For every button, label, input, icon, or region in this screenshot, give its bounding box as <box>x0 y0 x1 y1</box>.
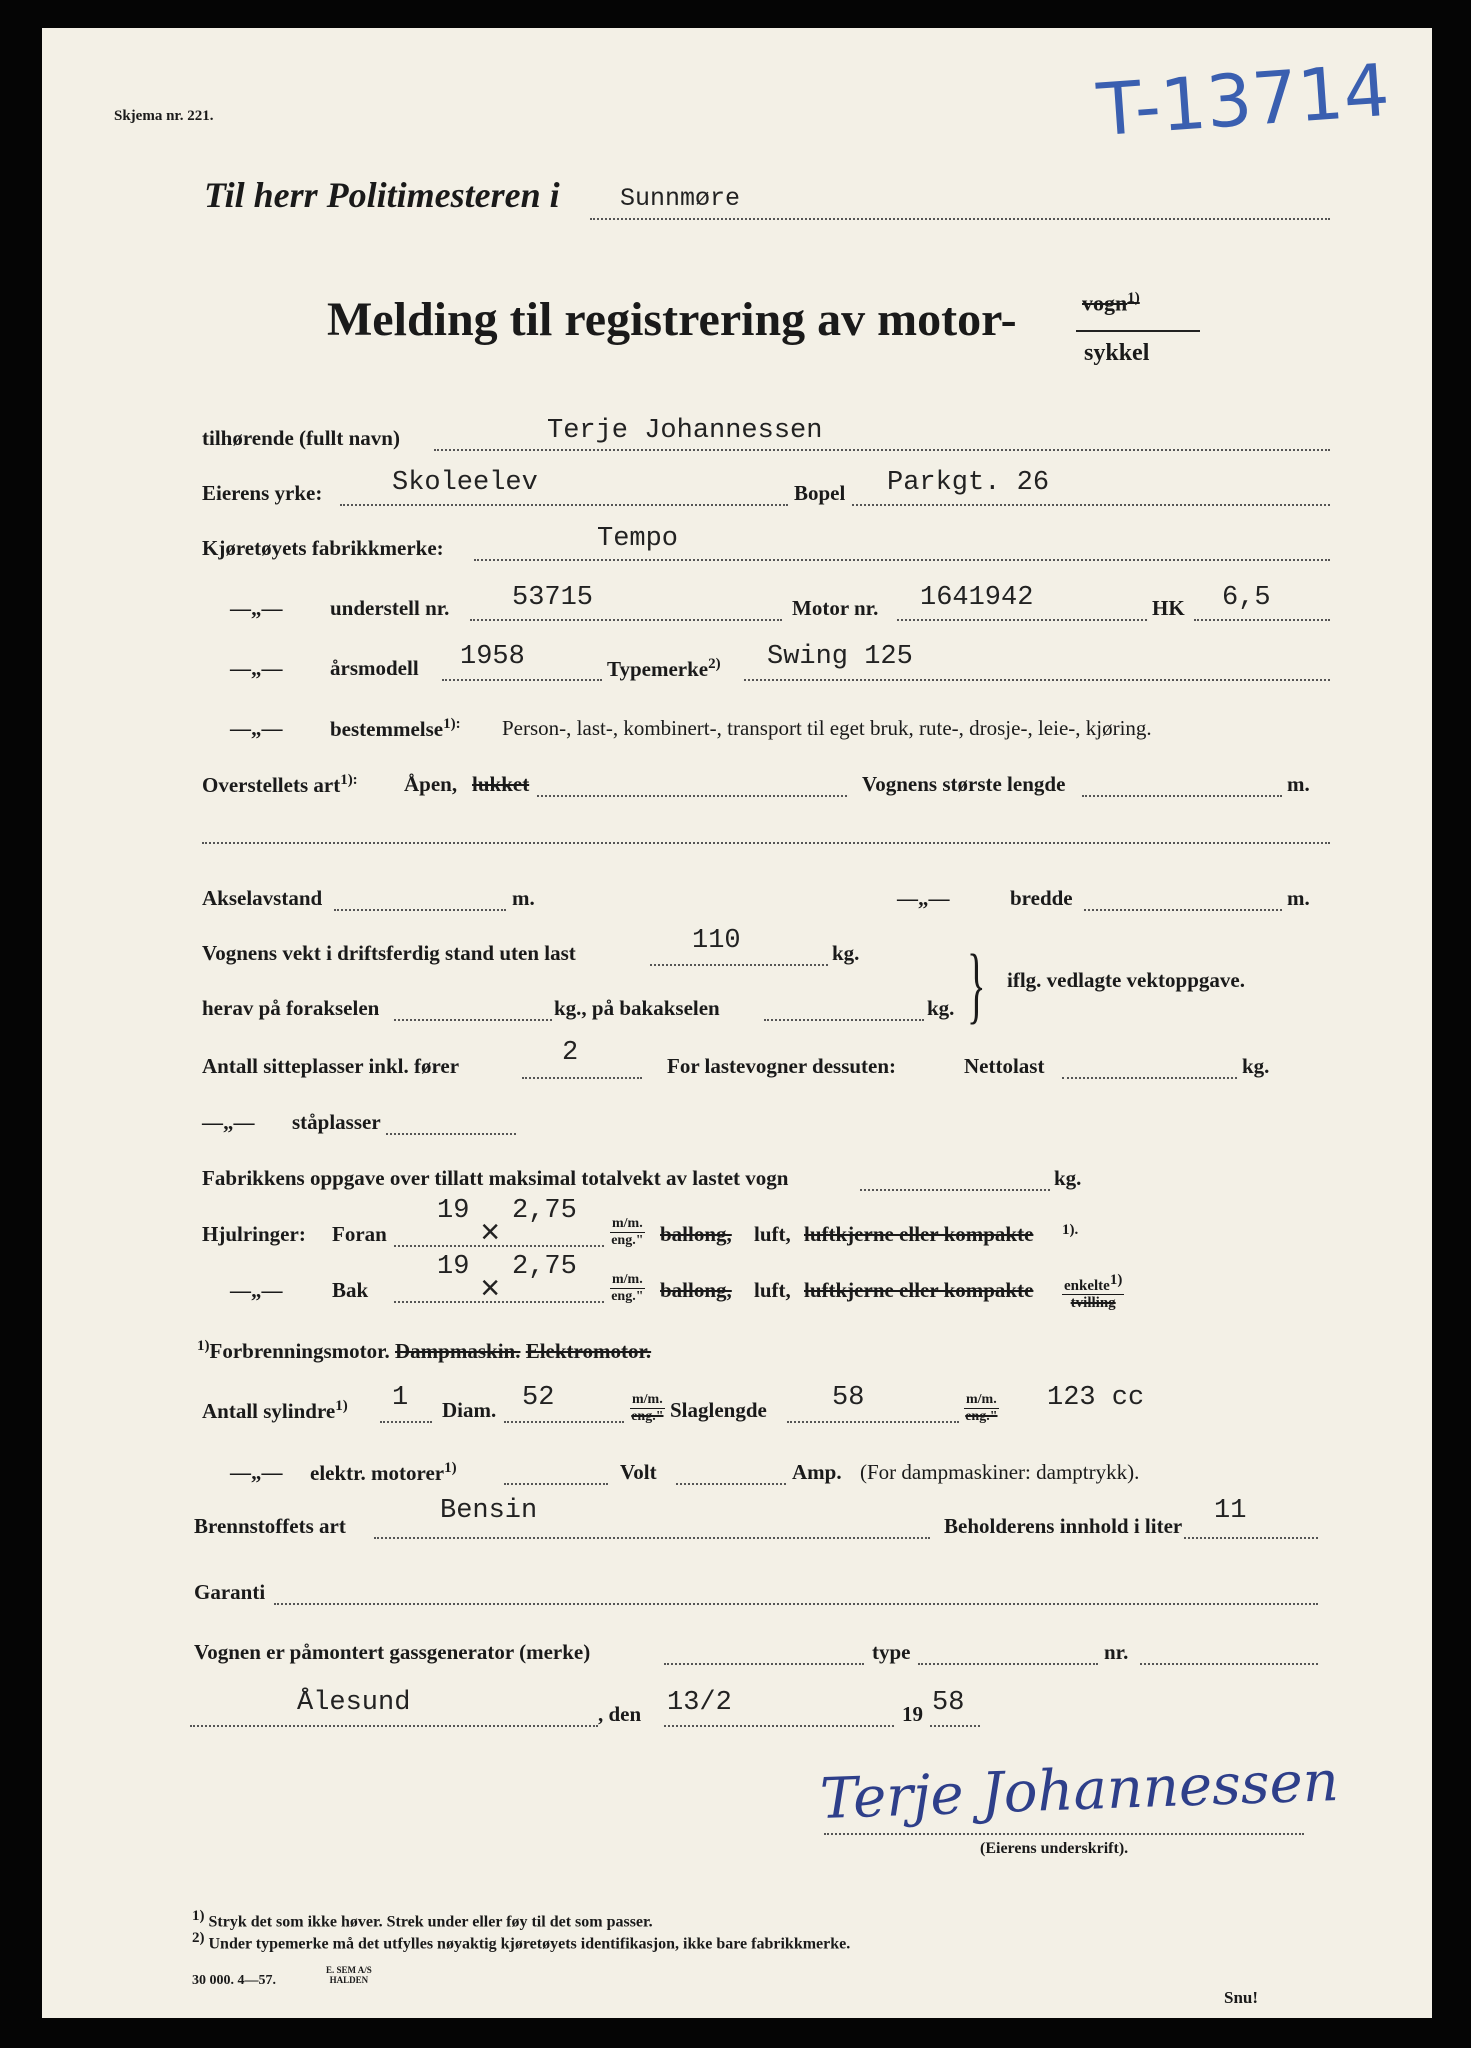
wheels-front-sup: 1). <box>1062 1222 1079 1238</box>
make-line <box>474 559 1330 561</box>
owner-name-label: tilhørende (fullt navn) <box>202 426 400 450</box>
wheels-front-label: Foran <box>332 1222 387 1246</box>
net-load-unit: kg. <box>1242 1054 1270 1078</box>
date-den-label: , den <box>598 1702 642 1726</box>
wheels-rear-times: × <box>480 1272 501 1310</box>
dash-wheels-rear: —„— <box>230 1278 283 1302</box>
wheelbase-line <box>334 909 506 911</box>
owner-signature: Terje Johannessen <box>819 1748 1340 1833</box>
wheels-rear-luft: luft, <box>754 1278 791 1302</box>
steam-note: (For dampmaskiner: damptrykk). <box>860 1460 1140 1484</box>
wheels-rear-ballong-struck: ballong, <box>660 1278 732 1302</box>
dash-elmotor: —„— <box>230 1460 283 1484</box>
diam-value: 52 <box>522 1383 555 1413</box>
hk-line <box>1194 619 1330 621</box>
front-axle-line <box>394 1019 552 1021</box>
wheels-front-times: × <box>480 1216 501 1254</box>
weight-line <box>650 964 828 966</box>
max-weight-label: Fabrikkens oppgave over tillatt maksimal totalvekt av lastet vogn <box>202 1166 789 1190</box>
footnote-2: $^{2)}$ Under typemerke må det utfylles nøyaktig kjøretøyets identifikasjon, ikke bare fabrikkmerke. <box>192 1930 851 1953</box>
rear-axle-label: kg., på bakakselen <box>554 996 720 1020</box>
wheels-front-unit: m/m. eng." <box>611 1216 644 1248</box>
form-paper <box>42 28 1432 2018</box>
wheels-rear-label: Bak <box>332 1278 369 1302</box>
hk-label: HK <box>1152 596 1185 620</box>
printer-mark: E. SEM A/S HALDEN <box>326 1965 372 1985</box>
body-open: Åpen, <box>404 772 458 796</box>
make-value: Tempo <box>597 524 679 554</box>
front-axle-label: herav på forakselen <box>202 996 380 1020</box>
weight-value: 110 <box>692 926 741 956</box>
length-label: Vognens største lengde <box>862 772 1066 796</box>
form-title: Melding til registrering av motor- <box>327 293 1017 346</box>
wheels-rear-a: 19 <box>437 1252 470 1282</box>
weight-note: iflg. vedlagte vektoppgave. <box>1007 968 1245 992</box>
width-label: bredde <box>1010 886 1073 910</box>
weight-brace: } <box>967 936 986 1032</box>
chassis-label: understell nr. <box>330 596 450 620</box>
gas-gen-label: Vognen er påmontert gassgenerator (merke) <box>194 1640 591 1664</box>
weight-unit: kg. <box>832 941 860 965</box>
owner-name-value: Terje Johannessen <box>547 416 823 446</box>
year-label: årsmodell <box>330 656 419 680</box>
type-label: Typemerke$^{2)}$ <box>607 656 721 681</box>
body-closed-struck: lukket <box>472 772 530 796</box>
net-load-line <box>1062 1077 1237 1079</box>
seats-value: 2 <box>562 1038 579 1068</box>
volt-label: Volt <box>620 1460 657 1484</box>
amp-label: Amp. <box>792 1460 842 1484</box>
volt-line <box>676 1483 786 1485</box>
type-line <box>744 679 1330 681</box>
wheels-front-b: 2,75 <box>512 1196 577 1226</box>
extra-line <box>202 842 1330 844</box>
address-line <box>852 504 1330 506</box>
motor-line <box>897 619 1147 621</box>
type-value: Swing 125 <box>767 642 913 672</box>
wheels-rear-unit: m/m. eng." <box>611 1272 644 1304</box>
footnote-1: $^{1)}$ Stryk det som ikke høver. Strek under eller føy til det som passer. <box>192 1908 653 1931</box>
net-load-label: Nettolast <box>964 1054 1045 1078</box>
motor-value: 1641942 <box>920 583 1034 613</box>
max-weight-line <box>860 1189 1050 1191</box>
addressee-value: Sunnmøre <box>620 184 741 213</box>
print-code: 30 000. 4—57. <box>192 1973 276 1988</box>
tank-value: 11 <box>1214 1496 1247 1526</box>
length-unit: m. <box>1287 772 1310 796</box>
wheels-front-ballong-struck: ballong, <box>660 1222 732 1246</box>
fuel-value: Bensin <box>440 1496 538 1526</box>
motor-label: Motor nr. <box>792 596 879 620</box>
cargo-label: For lastevogner dessuten: <box>667 1054 897 1078</box>
wheels-rear-b: 2,75 <box>512 1252 577 1282</box>
date-value: 13/2 <box>667 1688 732 1718</box>
wheels-rear-rest-struck: luftkjerne eller kompakte <box>804 1278 1034 1302</box>
stroke-line <box>787 1421 959 1423</box>
address-value: Parkgt. 26 <box>887 468 1050 498</box>
wheelbase-label: Akselavstand <box>202 886 323 910</box>
address-label: Bopel <box>794 481 846 505</box>
addressee-label: Til herr Politimesteren i <box>204 175 560 215</box>
max-weight-unit: kg. <box>1054 1166 1082 1190</box>
addressee-line <box>590 218 1330 220</box>
wheels-label: Hjulringer: <box>202 1222 306 1246</box>
wheels-front-luft: luft, <box>754 1222 791 1246</box>
title-struck-vogn: vogn$^{1)}$ <box>1082 290 1140 316</box>
diam-label: Diam. <box>442 1398 497 1422</box>
elmotor-line <box>504 1483 608 1485</box>
occupation-label: Eierens yrke: <box>202 481 323 505</box>
date-century: 19 <box>902 1702 923 1726</box>
weight-label: Vognens vekt i driftsferdig stand uten last <box>202 941 576 965</box>
cylinders-label: Antall sylindre$^{1)}$ <box>202 1398 348 1423</box>
dash-purpose: —„— <box>230 716 283 740</box>
body-line <box>537 795 847 797</box>
turn-over: Snu! <box>1224 1988 1259 2007</box>
stroke-label: Slaglengde <box>670 1398 767 1422</box>
width-unit: m. <box>1287 886 1310 910</box>
gas-gen-line <box>664 1663 864 1665</box>
cylinders-value: 1 <box>392 1383 409 1413</box>
make-label: Kjøretøyets fabrikkmerke: <box>202 536 444 560</box>
guarantee-line <box>274 1603 1318 1605</box>
width-line <box>1084 909 1282 911</box>
gas-gen-nr-line <box>1140 1663 1318 1665</box>
title-fraction-bar <box>1076 330 1200 332</box>
seats-label: Antall sitteplasser inkl. fører <box>202 1054 460 1078</box>
wheelbase-unit: m. <box>512 886 535 910</box>
fuel-label: Brennstoffets art <box>194 1514 346 1538</box>
occupation-value: Skoleelev <box>392 468 538 498</box>
dash-chassis: —„— <box>230 596 283 620</box>
wheels-rear-tail: enkelte$^{1)}$ tvilling <box>1064 1272 1123 1311</box>
tank-label: Beholderens innhold i liter <box>944 1514 1183 1538</box>
purpose-label: bestemmelse$^{1):}$ <box>330 716 461 741</box>
signature-caption: (Eierens underskrift). <box>980 1840 1129 1857</box>
form-number: Skjema nr. 221. <box>114 108 214 124</box>
seats-line <box>522 1077 642 1079</box>
chassis-value: 53715 <box>512 583 594 613</box>
cylinders-line <box>380 1421 432 1423</box>
dash-standing: —„— <box>202 1110 255 1134</box>
displacement-value: 123 cc <box>1047 1383 1145 1413</box>
chassis-line <box>470 619 782 621</box>
hk-value: 6,5 <box>1222 583 1271 613</box>
rear-axle-unit: kg. <box>927 996 955 1020</box>
occupation-line <box>340 504 788 506</box>
gas-gen-nr-label: nr. <box>1104 1640 1129 1664</box>
stroke-value: 58 <box>832 1383 865 1413</box>
title-selected-sykkel: sykkel <box>1084 340 1150 366</box>
place-value: Ålesund <box>297 1688 411 1718</box>
tank-line <box>1184 1537 1318 1539</box>
archive-number: T-13714 <box>1094 47 1392 153</box>
diam-line <box>504 1421 624 1423</box>
guarantee-label: Garanti <box>194 1580 266 1604</box>
place-line <box>190 1725 598 1727</box>
fuel-line <box>374 1537 930 1539</box>
dash-width: —„— <box>897 886 950 910</box>
date-year-value: 58 <box>932 1688 965 1718</box>
date-year-line <box>930 1725 980 1727</box>
gas-gen-type-label: type <box>872 1640 911 1664</box>
wheels-front-a: 19 <box>437 1196 470 1226</box>
engine-type-line: $^{1)}$Forbrenningsmotor. Dampmaskin. Elektromotor. <box>197 1338 652 1363</box>
body-label: Overstellets art$^{1):}$ <box>202 772 358 797</box>
standing-label: ståplasser <box>292 1110 381 1134</box>
dash-year: —„— <box>230 656 283 680</box>
stroke-unit: m/m. eng." <box>965 1392 998 1424</box>
year-value: 1958 <box>460 642 525 672</box>
rear-axle-line <box>764 1019 924 1021</box>
length-line <box>1082 795 1282 797</box>
gas-gen-type-line <box>918 1663 1098 1665</box>
signature-line <box>824 1833 1304 1835</box>
purpose-options: Person-, last-, kombinert-, transport til eget bruk, rute-, drosje-, leie-, kjøring. <box>502 716 1152 740</box>
diam-unit: m/m. eng." <box>631 1392 664 1424</box>
standing-line <box>386 1133 516 1135</box>
date-line <box>664 1725 894 1727</box>
year-line <box>442 679 602 681</box>
wheels-front-rest-struck: luftkjerne eller kompakte <box>804 1222 1034 1246</box>
elmotor-label: elektr. motorer$^{1)}$ <box>310 1460 457 1485</box>
owner-name-line <box>434 449 1330 451</box>
